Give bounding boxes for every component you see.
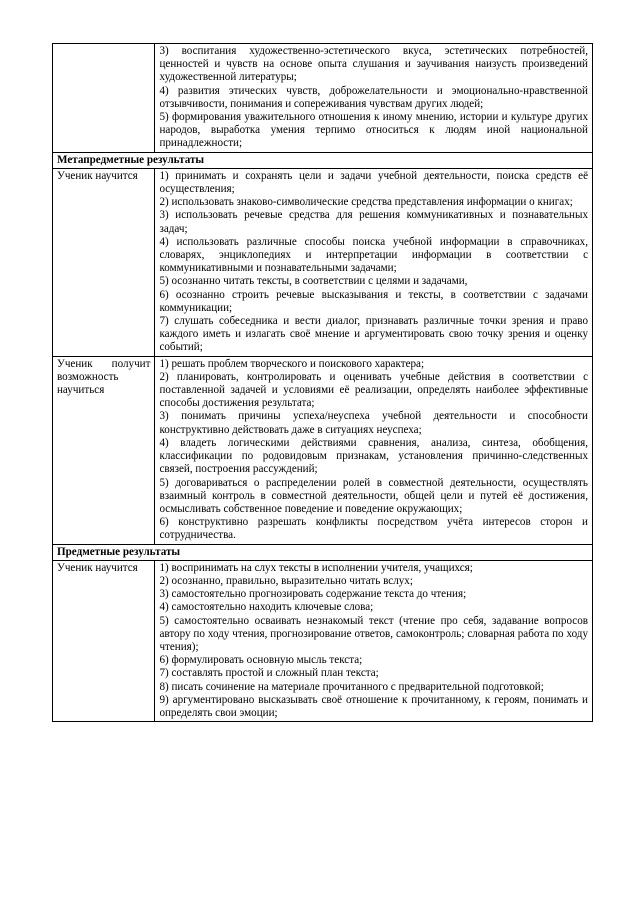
list-item: 2) планировать, контролировать и оценивать учебные действия в соответствии с поставленной задачей и условиями её реализации, определять наиболее эффективные способы достижения результата; — [159, 370, 588, 410]
list-item: 3) понимать причины успеха/неуспеха учебной деятельности и способности конструктивно действовать даже в ситуациях неуспеха; — [159, 410, 588, 436]
row-content — [155, 560, 593, 721]
list-item: 5) самостоятельно осваивать незнакомый текст (чтение про себя, задавание вопросов автору по ходу чтения, прогнозирование ответов, самоконтроль; словарная работа по ходу чтения); — [159, 614, 588, 653]
table-row — [53, 356, 593, 544]
list-item: 6) конструктивно разрешать конфликты посредством учёта интересов сторон и сотрудничества. — [159, 516, 588, 542]
table-row — [53, 44, 593, 153]
list-item: 2) использовать знаково-символические средства представления информации о книгах; — [159, 196, 573, 209]
section-heading-row — [53, 152, 593, 168]
list-item: 4) самостоятельно находить ключевые слова; — [159, 601, 374, 614]
row-label — [53, 44, 155, 153]
list-item: 6) формулировать основную мысль текста; — [159, 654, 363, 667]
list-item: 3) воспитания художественно-эстетического вкуса, эстетических потребностей, ценностей и чувств на основе опыта слушания и заучивания наизусть произведений художественной литературы; — [159, 45, 588, 84]
row-content — [155, 44, 593, 153]
list-item: 2) осознанно, правильно, выразительно читать вслух; — [159, 574, 413, 587]
list-item: 3) самостоятельно прогнозировать содержание текста до чтения; — [159, 588, 467, 601]
row-label: Ученик получит возможность научиться — [53, 356, 155, 544]
list-item: 6) осознанно строить речевые высказывания и тексты, в соответствии с задачами коммуникации; — [159, 288, 588, 314]
row-label: Ученик научится — [53, 560, 155, 721]
section-heading-subject: Предметные результаты — [53, 544, 593, 560]
list-item: 8) писать сочинение на материале прочитанного с предварительной подготовкой; — [159, 680, 544, 693]
list-item: 3) использовать речевые средства для решения коммуникативных и познавательных задач; — [159, 209, 588, 235]
row-content — [155, 356, 593, 544]
table-row — [53, 560, 593, 721]
list-item: 5) осознанно читать тексты, в соответствии с целями и задачами, — [159, 275, 468, 288]
list-item: 9) аргументировано высказывать своё отношение к прочитанному, к героям, понимать и определять свои эмоции; — [159, 693, 588, 719]
results-table — [52, 43, 593, 722]
list-item: 1) воспринимать на слух тексты в исполнении учителя, учащихся; — [159, 561, 473, 574]
list-item: 5) договариваться о распределении ролей в совместной деятельности, осуществлять взаимный контроль в совместной деятельности, общей цели и путей её достижения, осмысливать собственное поведение и поведение окружающих; — [159, 476, 588, 515]
list-item: 7) составлять простой и сложный план текста; — [159, 667, 379, 680]
list-item: 1) принимать и сохранять цели и задачи учебной деятельности, поиска средств её осуществления; — [159, 169, 588, 196]
list-item: 5) формирования уважительного отношения к иному мнению, истории и культуре других народов, выработка умения терпимо относиться к людям иной национальной принадлежности; — [159, 111, 588, 150]
section-heading-row — [53, 544, 593, 560]
row-content — [155, 168, 593, 356]
list-item: 4) владеть логическими действиями сравнения, анализа, синтеза, обобщения, классификации по родовидовым признакам, установления причинно-следственных связей, построения рассуждений; — [159, 436, 588, 476]
list-item: 7) слушать собеседника и вести диалог, признавать различные точки зрения и право каждого иметь и излагать своё мнение и аргументировать свою точку зрения и оценку событий; — [159, 315, 588, 354]
list-item: 4) использовать различные способы поиска учебной информации в справочниках, словарях, энциклопедиях и интерпретации информации в соответствии с коммуникативными и познавательными задачами; — [159, 235, 588, 275]
list-item: 1) решать проблем творческого и поискового характера; — [159, 357, 425, 370]
section-heading-metasubject: Метапредметные результаты — [53, 152, 593, 168]
row-label: Ученик научится — [53, 168, 155, 356]
table-row — [53, 168, 593, 356]
list-item: 4) развития этических чувств, доброжелательности и эмоционально-нравственной отзывчивости, понимания и сопереживания чувствам других людей; — [159, 84, 588, 110]
